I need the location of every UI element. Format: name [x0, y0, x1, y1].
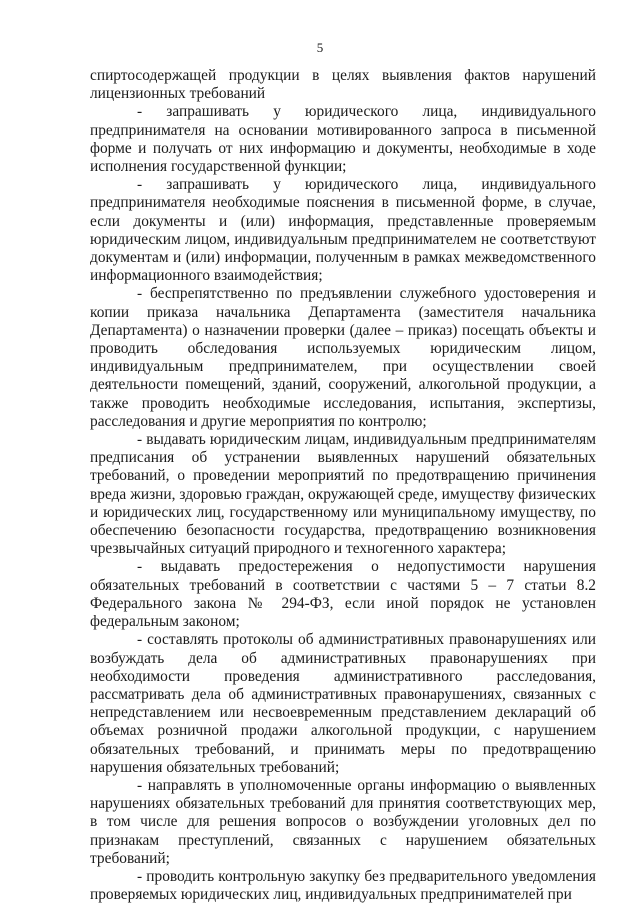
- paragraph-issue-warnings: - выдавать предостережения о недопустимости нарушения обязательных требований в соответствии с частями 5 – 7 статьи 8.2 Федерального закона № 294-ФЗ, если иной порядок не установлен федеральным законом;: [90, 558, 596, 631]
- page-number: 5: [316, 40, 324, 55]
- paragraph-visit-objects: - беспрепятственно по предъявлении служебного удостоверения и копии приказа начальника Департамента (заместителя начальника Департамента) о назначении проверки (далее – приказ) посещать объекты и проводить обследования используемых юридическим лицом, индивидуальным предпринимателем, при осуществлении своей деятельности помещений, зданий, сооружений, алкогольной продукции, а также проводить необходимые исследования, испытания, экспертизы, расследования и другие мероприятия по контролю;: [90, 285, 596, 430]
- paragraph-request-information: - запрашивать у юридического лица, индивидуального предпринимателя на основании мотивированного запроса в письменной форме и получать от них информацию и документы, необходимые в ходе исполнения государственной функции;: [90, 103, 596, 176]
- paragraph-issue-orders: - выдавать юридическим лицам, индивидуальным предпринимателям предписания об устранении выявленных нарушений обязательных требований, о проведении мероприятий по предотвращению причинения вреда жизни, здоровью граждан, окружающей среде, имуществу физических и юридических лиц, государственному или муниципальному имуществу, по обеспечению безопасности государства, предотвращению возникновения чрезвычайных ситуаций природного и техногенного характера;: [90, 431, 596, 558]
- document-body: [90, 67, 596, 904]
- paragraph-send-information: - направлять в уполномоченные органы информацию о выявленных нарушениях обязательных требований для принятия соответствующих мер, в том числе для решения вопросов о возбуждении уголовных дел по признакам преступлений, связанных с нарушением обязательных требований;: [90, 776, 596, 867]
- paragraph-administrative-protocols: - составлять протоколы об административных правонарушениях или возбуждать дела об административных правонарушениях при необходимости проведения административного расследования, рассматривать дела об административных правонарушениях, связанных с непредставлением или несвоевременным представлением деклараций об объемах розничной продажи алкогольной продукции, с нарушением обязательных требований, и принимать меры по предотвращению нарушения обязательных требований;: [90, 631, 596, 776]
- paragraph-continuation: спиртосодержащей продукции в целях выявления фактов нарушений лицензионных требований: [90, 67, 596, 103]
- paragraph-request-explanations: - запрашивать у юридического лица, индивидуального предпринимателя необходимые пояснения в письменной форме, в случае, если документы и (или) информация, представленные проверяемым юридическим лицом, индивидуальным предпринимателем не соответствуют документам и (или) информации, полученным в рамках межведомственного информационного взаимодействия;: [90, 176, 596, 285]
- paragraph-control-purchase: - проводить контрольную закупку без предварительного уведомления проверяемых юридических лиц, индивидуальных предпринимателей при: [90, 867, 596, 904]
